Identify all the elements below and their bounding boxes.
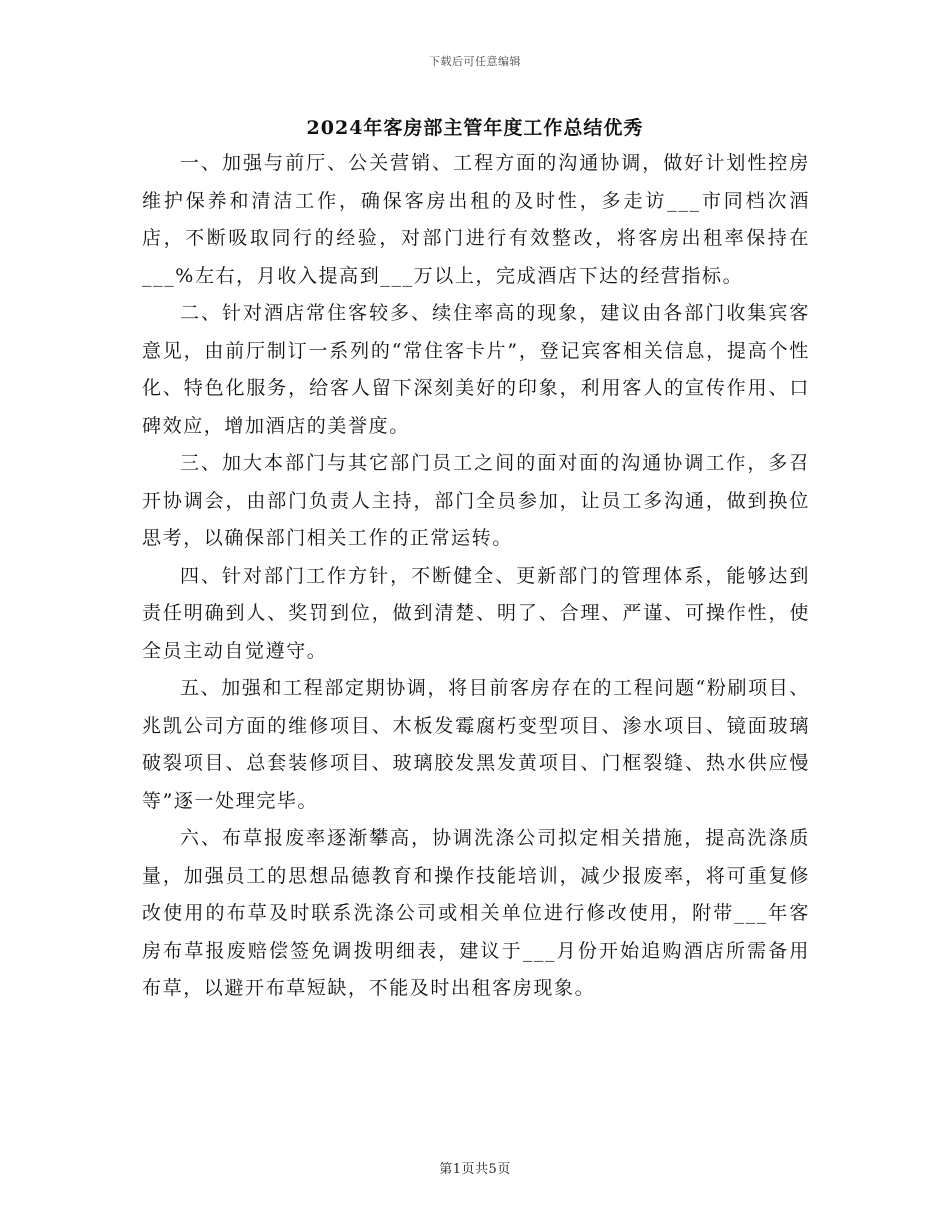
paragraph-5: 五、加强和工程部定期协调，将目前客房存在的工程问题“粉刷项目、兆凯公司方面的维修项目、木板发霉腐朽变型项目、渗水项目、镜面玻璃破裂项目、总套装修项目、玻璃胶发黑发黄项目、门框裂缝、热水供应慢等”逐一处理完毕。	[142, 677, 810, 812]
page-indicator: 第1页共5页	[439, 1162, 511, 1177]
paragraph-6: 六、布草报废率逐渐攀高，协调洗涤公司拟定相关措施，提高洗涤质量，加强员工的思想品德教育和操作技能培训，减少报废率，将可重复修改使用的布草及时联系洗涤公司或相关单位进行修改使用，附带___年客房布草报废赔偿签免调拨明细表，建议于___月份开始追购酒店所需备用布草，以避开布草短缺，不能及时出租客房现象。	[142, 827, 810, 999]
paragraph-4: 四、针对部门工作方针，不断健全、更新部门的管理体系，能够达到责任明确到人、奖罚到位，做到清楚、明了、合理、严谨、可操作性，使全员主动自觉遵守。	[142, 564, 810, 662]
paragraph-3: 三、加大本部门与其它部门员工之间的面对面的沟通协调工作，多召开协调会，由部门负责人主持，部门全员参加，让员工多沟通，做到换位思考，以确保部门相关工作的正常运转。	[142, 452, 810, 549]
document-body	[142, 145, 810, 1008]
paragraph-2: 二、针对酒店常住客较多、续住率高的现象，建议由各部门收集宾客意见，由前厅制订一系列的“常住客卡片”，登记宾客相关信息，提高个性化、特色化服务，给客人留下深刻美好的印象，利用客人的宣传作用、口碑效应，增加酒店的美誉度。	[142, 302, 810, 437]
document-title: 2024年客房部主管年度工作总结优秀	[306, 117, 644, 139]
paragraph-1: 一、加强与前厅、公关营销、工程方面的沟通协调，做好计划性控房维护保养和清洁工作，确保客房出租的及时性，多走访___市同档次酒店，不断吸取同行的经验，对部门进行有效整改，将客房出租率保持在___%左右，月收入提高到___万以上，完成酒店下达的经营指标。	[142, 152, 810, 287]
header-note: 下载后可任意编辑	[429, 55, 521, 68]
